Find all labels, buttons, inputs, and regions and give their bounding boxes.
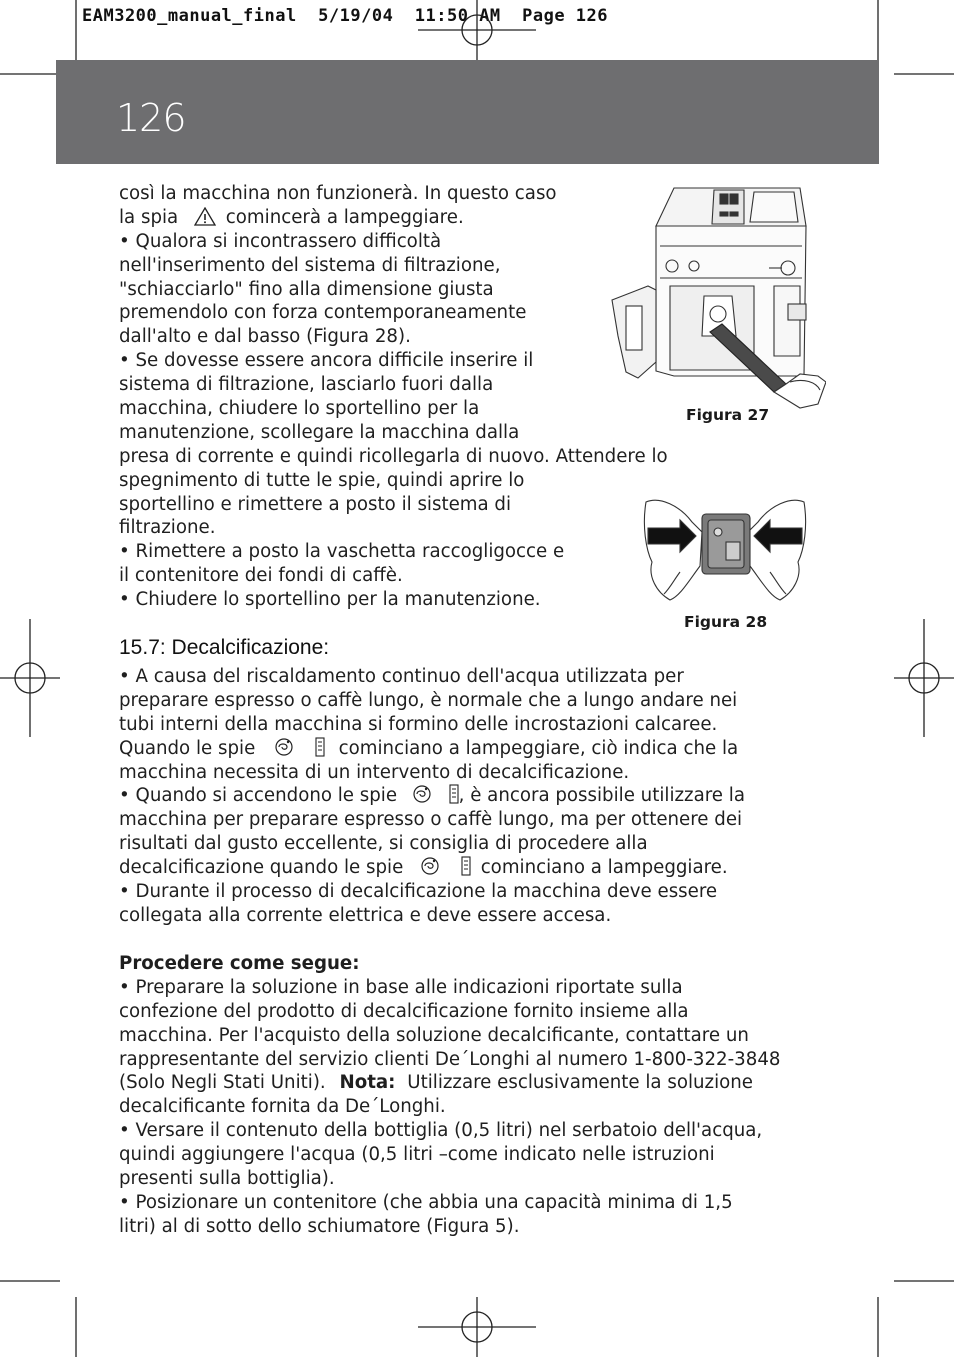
text-line: collegata alla corrente elettrica e deve essere accesa. — [119, 904, 612, 926]
text-line: • Durante il processo di decalcificazione la macchina deve essere — [119, 881, 718, 903]
text-line: macchina per preparare espresso o caffè lungo, ma per ottenere dei — [119, 809, 743, 831]
text-line: premendolo con forza contemporaneamente — [119, 302, 527, 324]
text-line — [119, 1071, 780, 1095]
text-line — [119, 856, 745, 880]
figure-28-caption: Figura 28 — [684, 613, 768, 631]
text-fragment: la spia — [119, 206, 179, 228]
text-line: tubi interni della macchina si formino delle incrostazioni calcaree. — [119, 713, 718, 735]
note-label: Nota: — [339, 1072, 396, 1094]
page-number: 126 — [116, 96, 186, 140]
text-fragment: cominciano a lampeggiare. — [480, 857, 728, 879]
water-tank-icon — [315, 737, 325, 764]
descale-spiral-icon — [419, 856, 441, 883]
text-line: quindi aggiungere l'acqua (0,5 litri –come indicato nelle istruzioni — [119, 1144, 715, 1166]
text-fragment: cominciano a lampeggiare, ciò indica che la — [338, 737, 739, 759]
text-fragment: Utilizzare esclusivamente la soluzione — [407, 1072, 753, 1094]
text-line: • Posizionare un contenitore (che abbia una capacità minima di 1,5 — [119, 1191, 733, 1213]
text-line: confezione del prodotto di decalcificazione fornito insieme alla — [119, 1000, 689, 1022]
text-line: sportellino e rimettere a posto il sistema di — [119, 493, 512, 515]
figure-28-illustration — [640, 492, 810, 604]
text-line: manutenzione, scollegare la macchina dalla — [119, 421, 520, 443]
text-line: • Preparare la soluzione in base alle indicazioni riportate sulla — [119, 976, 683, 998]
figure-27-caption: Figura 27 — [686, 406, 770, 424]
water-tank-icon — [449, 784, 459, 811]
text-line: presenti sulla bottiglia). — [119, 1168, 335, 1190]
text-line: risultati dal gusto eccellente, si consiglia di procedere alla — [119, 833, 648, 855]
coffee-machine-maintenance-brush-illustration — [604, 186, 826, 418]
procedure-text — [119, 952, 780, 1239]
section-body-text — [119, 665, 745, 928]
text-line: sistema di filtrazione, lasciarlo fuori dalla — [119, 374, 494, 396]
text-line: • Chiudere lo sportellino per la manutenzione. — [119, 589, 541, 611]
text-line: • A causa del riscaldamento continuo dell'acqua utilizzata per — [119, 666, 684, 687]
text-line: macchina. Per l'acquisto della soluzione decalcificante, contattare un — [119, 1024, 749, 1046]
text-fragment: comincerà a lampeggiare. — [225, 206, 464, 228]
text-line — [119, 206, 668, 230]
body-top-text — [119, 182, 668, 612]
text-line: "schiacciarlo" fino alla dimensione giusta — [119, 278, 494, 300]
warning-triangle-icon — [194, 207, 216, 233]
text-line: macchina, chiudere lo sportellino per la — [119, 398, 480, 420]
text-fragment: , è ancora possibile utilizzare la — [458, 785, 745, 807]
text-line: litri) al di sotto dello schiumatore (Figura 5). — [119, 1215, 520, 1237]
descale-spiral-icon — [273, 737, 295, 764]
text-line — [119, 784, 745, 808]
descale-spiral-icon — [411, 784, 433, 811]
hands-squeezing-filter-illustration — [640, 492, 810, 604]
text-fragment: • Quando si accendono le spie — [119, 785, 398, 807]
text-line: filtrazione. — [119, 517, 216, 539]
text-line: presa di corrente e quindi ricollegarla di nuovo. Attendere lo — [119, 445, 668, 467]
section-heading: 15.7: Decalcificazione: — [119, 636, 330, 659]
text-fragment: Quando le spie — [119, 737, 256, 759]
text-line: così la macchina non funzionerà. In questo caso — [119, 183, 557, 204]
text-line: • Qualora si incontrassero difficoltà — [119, 230, 442, 252]
text-line: macchina necessita di un intervento di decalcificazione. — [119, 761, 630, 783]
text-fragment: decalcificazione quando le spie — [119, 857, 404, 879]
page-header-bar — [56, 60, 879, 164]
text-line: dall'alto e dal basso (Figura 28). — [119, 326, 411, 348]
text-line: preparare espresso o caffè lungo, è normale che a lungo andare nei — [119, 689, 738, 711]
text-fragment: (Solo Negli Stati Uniti). — [119, 1072, 326, 1094]
print-slug: EAM3200_manual_final 5/19/04 11:50 AM Page 126 — [82, 6, 609, 26]
text-line — [119, 737, 745, 761]
text-line: • Se dovesse essere ancora difficile inserire il — [119, 350, 534, 372]
text-line: il contenitore dei fondi di caffè. — [119, 565, 403, 587]
text-line: rappresentante del servizio clienti De´Longhi al numero 1-800-322-3848 — [119, 1048, 781, 1070]
water-tank-icon — [461, 856, 471, 883]
text-line: • Rimettere a posto la vaschetta raccogligocce e — [119, 541, 565, 563]
figure-27-illustration — [604, 186, 826, 418]
text-line: • Versare il contenuto della bottiglia (0,5 litri) nel serbatoio dell'acqua, — [119, 1120, 763, 1142]
procedure-heading: Procedere come segue: — [119, 953, 360, 974]
text-line: decalcificante fornita da De´Longhi. — [119, 1096, 446, 1118]
text-line: nell'inserimento del sistema di filtrazione, — [119, 254, 501, 276]
text-line: spegnimento di tutte le spie, quindi aprire lo — [119, 469, 525, 491]
